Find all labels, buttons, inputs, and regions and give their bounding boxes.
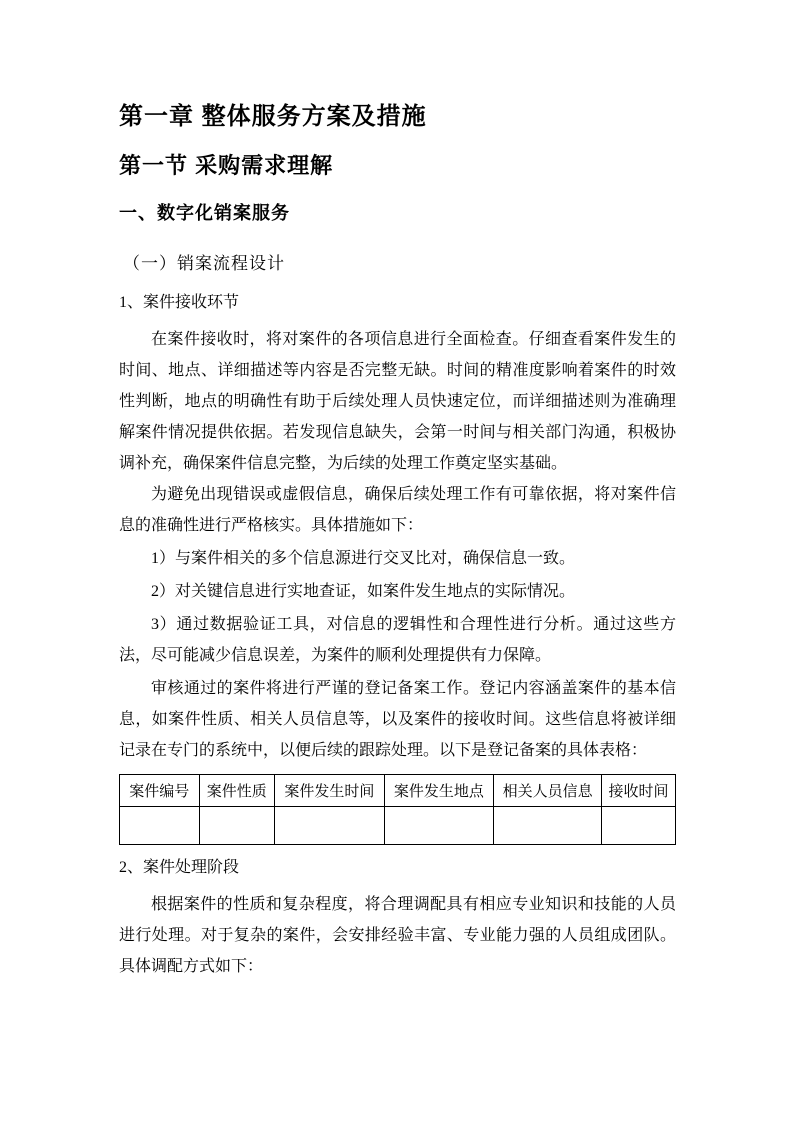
paragraph-verification-intro: 为避免出现错误或虚假信息，确保后续处理工作有可靠依据，将对案件信息的准确性进行严格核实。具体措施如下： xyxy=(119,486,676,534)
table-row xyxy=(120,807,676,845)
numbered-item-2-title: 2、案件处理阶段 xyxy=(119,859,240,876)
list-item-2: 2）对关键信息进行实地查证，如案件发生地点的实际情况。 xyxy=(151,583,576,600)
paragraph-case-reception: 在案件接收时，将对案件的各项信息进行全面检查。仔细查看案件发生的时间、地点、详细描述等内容是否完整无缺。时间的精准度影响着案件的时效性判断，地点的明确性有助于后续处理人员快速定位，而详细描述则为准确理解案件情况提供依据。若发现信息缺失，会第一时间与相关部门沟通，积极协调补充，确保案件信息完整，为后续的处理工作奠定坚实基础。 xyxy=(119,331,676,472)
table-cell xyxy=(494,807,602,845)
section-title: 第一节 采购需求理解 xyxy=(119,153,334,178)
table-header-case-location: 案件发生地点 xyxy=(384,775,494,807)
list-item-1: 1）与案件相关的多个信息源进行交叉比对，确保信息一致。 xyxy=(151,550,576,567)
registration-table xyxy=(119,774,676,845)
paragraph-registration: 审核通过的案件将进行严谨的登记备案工作。登记内容涵盖案件的基本信息，如案件性质、相关人员信息等，以及案件的接收时间。这些信息将被详细记录在专门的系统中，以便后续的跟踪处理。以下是登记备案的具体表格： xyxy=(119,680,676,759)
numbered-item-1-title: 1、案件接收环节 xyxy=(119,294,240,311)
subsubsection-title: （一）销案流程设计 xyxy=(123,254,285,273)
table-cell xyxy=(384,807,494,845)
paragraph-case-handling: 根据案件的性质和复杂程度，将合理调配具有相应专业知识和技能的人员进行处理。对于复杂的案件，会安排经验丰富、专业能力强的人员组成团队。具体调配方式如下： xyxy=(119,896,676,975)
table-cell xyxy=(199,807,275,845)
table-cell xyxy=(120,807,200,845)
table-header-case-nature: 案件性质 xyxy=(199,775,275,807)
subsection-title: 一、数字化销案服务 xyxy=(119,203,290,223)
chapter-title: 第一章 整体服务方案及措施 xyxy=(119,103,427,130)
table-header-row xyxy=(120,775,676,807)
table-cell xyxy=(602,807,676,845)
list-item-3: 3）通过数据验证工具，对信息的逻辑性和合理性进行分析。通过这些方法，尽可能减少信息误差，为案件的顺利处理提供有力保障。 xyxy=(119,616,676,664)
table-header-personnel-info: 相关人员信息 xyxy=(494,775,602,807)
table-cell xyxy=(275,807,385,845)
table-header-case-time: 案件发生时间 xyxy=(275,775,385,807)
table-header-case-number: 案件编号 xyxy=(120,775,200,807)
table-header-reception-time: 接收时间 xyxy=(602,775,676,807)
